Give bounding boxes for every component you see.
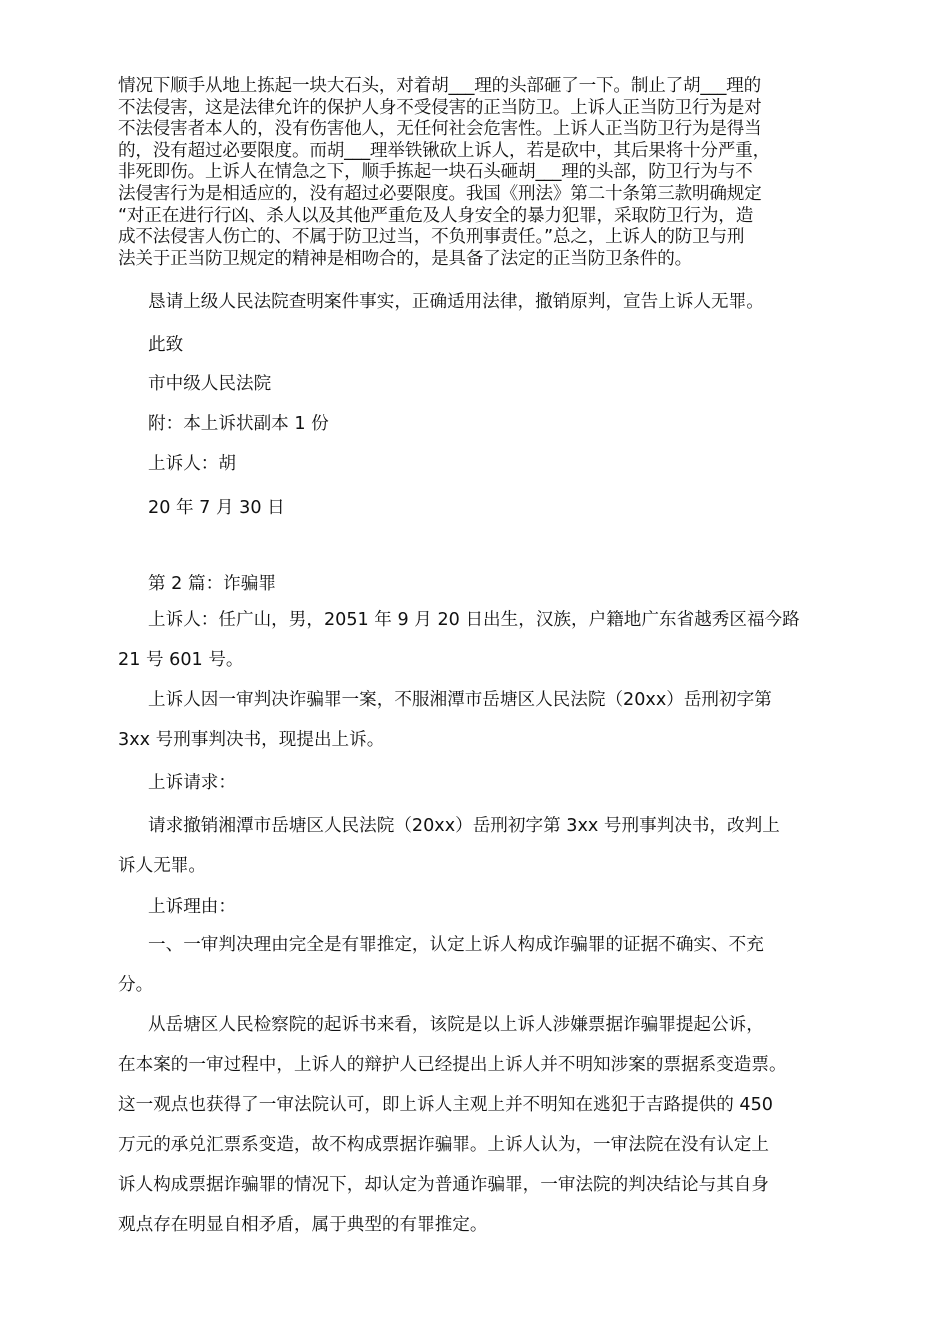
attachment-note: 附：本上诉状副本 1 份	[148, 414, 329, 434]
paragraph-line: 分。	[118, 975, 154, 995]
paragraph-line: 21 号 601 号。	[118, 650, 244, 670]
reason-detail	[118, 1005, 838, 1245]
appeal-reason-label: 上诉理由：	[148, 897, 236, 917]
paragraph-line: 3xx 号刑事判决书，现提出上诉。	[118, 730, 385, 750]
appeal-request	[118, 806, 838, 886]
paragraph-line: 这一观点也获得了一审法院认可，即上诉人主观上并不明知在逃犯于吉路提供的 450	[118, 1095, 773, 1115]
paragraph-line: 诉人无罪。	[118, 856, 206, 876]
paragraph-line: 上诉人：任广山，男，2051 年 9 月 20 日出生，汉族，户籍地广东省越秀区福今路	[148, 610, 800, 630]
paragraph-line: 成不法侵害人伤亡的、不属于防卫过当，不负刑事责任。”总之，上诉人的防卫与刑	[118, 227, 745, 248]
case-intro	[118, 680, 838, 760]
salutation: 此致	[148, 335, 184, 355]
appeal-request-label: 上诉请求：	[148, 773, 236, 793]
appellant-signature: 上诉人：胡	[148, 454, 236, 474]
paragraph-line: 不法侵害者本人的，没有伤害他人，无任何社会危害性。上诉人正当防卫行为是得当	[118, 119, 762, 140]
paragraph-line: 情况下顺手从地上拣起一块大石头，对着胡___理的头部砸了一下。制止了胡___理的	[118, 76, 761, 96]
paragraph-line: 法关于正当防卫规定的精神是相吻合的，是具备了法定的正当防卫条件的。	[118, 248, 692, 269]
paragraph-line: 从岳塘区人民检察院的起诉书来看，该院是以上诉人涉嫌票据诈骗罪提起公诉，	[148, 1015, 764, 1035]
request-line: 恳请上级人民法院查明案件事实，正确适用法律，撤销原判，宣告上诉人无罪。	[148, 292, 764, 312]
paragraph-line: 非死即伤。上诉人在情急之下，顺手拣起一块石头砸胡___理的头部，防卫行为与不	[118, 162, 753, 183]
appellant-info	[118, 600, 838, 680]
court-name: 市中级人民法院	[148, 374, 272, 394]
paragraph-line: 不法侵害，这是法律允许的保护人身不受侵害的正当防卫。上诉人正当防卫行为是对	[118, 97, 762, 118]
paragraph-line: 诉人构成票据诈骗罪的情况下，却认定为普通诈骗罪，一审法院的判决结论与其自身	[118, 1175, 769, 1195]
document-date: 20 年 7 月 30 日	[148, 498, 285, 518]
section-title: 第 2 篇：诈骗罪	[148, 574, 276, 594]
paragraph-line: 的，没有超过必要限度。而胡___理举铁锹砍上诉人，若是砍中，其后果将十分严重，	[118, 140, 770, 161]
paragraph-line: 在本案的一审过程中，上诉人的辩护人已经提出上诉人并不明知涉案的票据系变造票。	[118, 1055, 787, 1075]
paragraph-line: “对正在进行行凶、杀人以及其他严重危及人身安全的暴力犯罪，采取防卫行为，造	[118, 205, 754, 226]
reason-one	[118, 925, 838, 1005]
paragraph-line: 上诉人因一审判决诈骗罪一案，不服湘潭市岳塘区人民法院（20xx）岳刑初字第	[148, 690, 772, 710]
top-paragraph	[118, 76, 838, 270]
paragraph-line: 一、一审判决理由完全是有罪推定，认定上诉人构成诈骗罪的证据不确实、不充	[148, 935, 764, 955]
paragraph-line: 观点存在明显自相矛盾，属于典型的有罪推定。	[118, 1215, 488, 1235]
paragraph-line: 万元的承兑汇票系变造，故不构成票据诈骗罪。上诉人认为，一审法院在没有认定上	[118, 1135, 769, 1155]
paragraph-line: 法侵害行为是相适应的，没有超过必要限度。我国《刑法》第二十条第三款明确规定	[118, 183, 762, 204]
paragraph-line: 请求撤销湘潭市岳塘区人民法院（20xx）岳刑初字第 3xx 号刑事判决书，改判上	[148, 816, 780, 836]
